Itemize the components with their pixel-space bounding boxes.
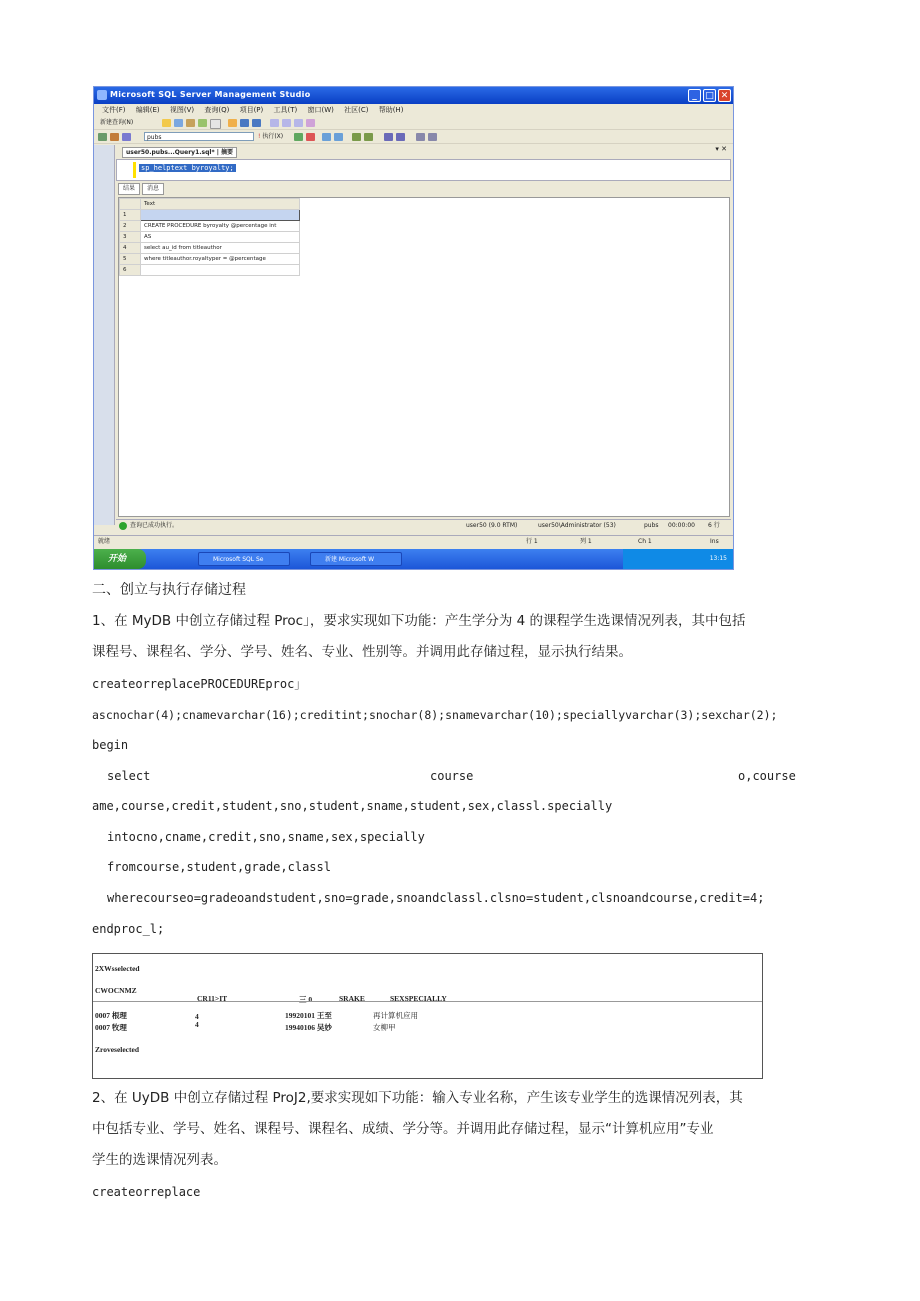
menu-project[interactable]: 项目(P) bbox=[239, 106, 264, 114]
line-indicator: 行 1 bbox=[526, 538, 538, 545]
col-indicator: 列 1 bbox=[580, 538, 592, 545]
analysis-icon[interactable] bbox=[198, 119, 207, 127]
open-icon[interactable] bbox=[162, 119, 171, 127]
result-cell: 4 bbox=[195, 1012, 199, 1021]
window-title: Microsoft SQL Server Management Studio bbox=[110, 90, 311, 99]
connect-icon[interactable] bbox=[98, 133, 107, 141]
status-time: 00:00:00 bbox=[668, 522, 695, 529]
status-server: user50 (9.0 RTM) bbox=[466, 522, 518, 529]
task1-description-line2: 课程号、课程名、学分、学号、姓名、专业、性别等。并调用此存储过程，显示执行结果。 bbox=[92, 644, 632, 660]
object-explorer-strip bbox=[94, 145, 115, 525]
result-line2: CWOCNMZ bbox=[95, 986, 137, 995]
menu-help[interactable]: 帮助(H) bbox=[378, 106, 404, 114]
code-line: ascnochar(4);cnamevarchar(16);creditint;snochar(8);snamevarchar(10);speciallyvarchar(3);sexchar(2); bbox=[92, 708, 778, 722]
query-text: sp_helptext byroyalty; bbox=[141, 164, 234, 172]
code-select-course: course bbox=[430, 769, 474, 783]
row-number: 4 bbox=[120, 243, 141, 254]
row-number: 6 bbox=[120, 265, 141, 276]
query-toolbar bbox=[94, 131, 733, 144]
system-tray-clock[interactable]: 13:15 bbox=[623, 549, 733, 569]
status-user: user50\Administrator (53) bbox=[538, 522, 616, 529]
menu-view[interactable]: 视图(V) bbox=[169, 106, 195, 114]
code-line: createorreplacePROCEDUREproc」 bbox=[92, 677, 307, 691]
folder-icon[interactable] bbox=[228, 119, 237, 127]
result-footer: Zroveselected bbox=[95, 1045, 140, 1054]
code-select-keyword: select bbox=[107, 769, 151, 783]
result-cell: 女柳甲 bbox=[373, 1023, 396, 1032]
grid-cell[interactable] bbox=[141, 210, 300, 221]
result-cell: 0007 根理 bbox=[95, 1011, 127, 1020]
task2-description-line3: 学生的选课情况列表。 bbox=[92, 1152, 227, 1168]
menu-window[interactable]: 窗口(W) bbox=[307, 106, 334, 114]
indent-icon[interactable] bbox=[428, 133, 437, 141]
status-bar bbox=[94, 535, 733, 547]
result-header: 三 0 bbox=[299, 995, 313, 1004]
query-icon[interactable] bbox=[186, 119, 195, 127]
minimize-button[interactable]: _ bbox=[688, 89, 701, 102]
menu-query[interactable]: 查询(Q) bbox=[204, 106, 230, 114]
code-line: createorreplace bbox=[92, 1185, 201, 1199]
query-status-bar bbox=[116, 519, 731, 532]
save-icon[interactable] bbox=[240, 119, 249, 127]
result-line1: 2XWsselected bbox=[95, 964, 140, 973]
ins-indicator: Ins bbox=[710, 538, 719, 545]
object-explorer-icon[interactable] bbox=[282, 119, 291, 127]
template-icon[interactable] bbox=[294, 119, 303, 127]
new-query-button[interactable]: 新建查询(N) bbox=[100, 119, 134, 126]
row-number-header bbox=[120, 199, 141, 210]
ready-label: 就绪 bbox=[98, 538, 111, 545]
file-icon[interactable] bbox=[210, 119, 221, 129]
table-row[interactable] bbox=[120, 254, 300, 265]
properties-icon[interactable] bbox=[270, 119, 279, 127]
grid-cell[interactable]: AS bbox=[141, 232, 300, 243]
windows-taskbar bbox=[94, 549, 733, 569]
change-connection-icon[interactable] bbox=[110, 133, 119, 141]
code-line: begin bbox=[92, 738, 129, 752]
menu-file[interactable]: 文件(F) bbox=[102, 106, 126, 114]
status-rows: 6 行 bbox=[708, 522, 720, 529]
db-list-icon bbox=[122, 133, 131, 141]
result-cell: 再计算机应用 bbox=[373, 1011, 418, 1020]
grid-cell[interactable]: where titleauthor.royaltyper = @percentage bbox=[141, 254, 300, 265]
result-cell: 19940106 吴妙 bbox=[285, 1023, 332, 1032]
grid-cell[interactable]: select au_id from titleauthor bbox=[141, 243, 300, 254]
results-grid bbox=[118, 197, 730, 517]
database-select[interactable]: pubs bbox=[144, 132, 254, 141]
menu-community[interactable]: 社区(C) bbox=[344, 106, 369, 114]
tuning-icon[interactable] bbox=[334, 133, 343, 141]
taskbar-item-ssms[interactable]: Microsoft SQL Se bbox=[198, 552, 290, 566]
document-tabs bbox=[116, 145, 731, 157]
query-status: 查询已成功执行。 bbox=[130, 522, 179, 529]
outdent-icon[interactable] bbox=[416, 133, 425, 141]
task2-description-line2: 中包括专业、学号、姓名、课程号、课程名、成绩、学分等。并调用此存储过程，显示“计算机应用”专业 bbox=[92, 1121, 714, 1137]
taskbar-item-word[interactable]: 新建 Microsoft W bbox=[310, 552, 402, 566]
result-header: CR11>IT bbox=[197, 994, 228, 1003]
title-bar bbox=[94, 87, 733, 104]
code-line: fromcourse,student,grade,classl bbox=[107, 860, 331, 874]
db-icon[interactable] bbox=[174, 119, 183, 127]
table-row[interactable] bbox=[120, 265, 300, 276]
close-tab-icon[interactable]: ▾ ✕ bbox=[715, 145, 727, 153]
execution-result-box bbox=[92, 953, 763, 1079]
table-row[interactable] bbox=[120, 210, 300, 221]
row-number: 5 bbox=[120, 254, 141, 265]
table-row[interactable] bbox=[120, 232, 300, 243]
result-cell: 0007 牧理 bbox=[95, 1023, 127, 1032]
result-cell: 4 bbox=[195, 1020, 199, 1029]
results-text-icon[interactable] bbox=[352, 133, 361, 141]
result-header: SEXSPECIALLY bbox=[390, 994, 447, 1003]
result-cell: 19920101 王至 bbox=[285, 1011, 332, 1020]
tab-results[interactable]: 结果 bbox=[118, 183, 140, 195]
row-number: 3 bbox=[120, 232, 141, 243]
grid-cell[interactable] bbox=[141, 265, 300, 276]
plan-icon[interactable] bbox=[322, 133, 331, 141]
result-tabs bbox=[118, 183, 166, 195]
registered-servers-icon[interactable] bbox=[306, 119, 315, 127]
code-line: wherecourseo=gradeoandstudent,sno=grade,snoandclassl.clsno=student,clsnoandcourse,credit=4; bbox=[107, 891, 765, 905]
task2-description-line1: 2、在 UyDB 中创立存储过程 ProJ2,要求实现如下功能：输入专业名称，产生该专业学生的选课情况列表，其 bbox=[92, 1090, 743, 1106]
row-number: 2 bbox=[120, 221, 141, 232]
tab-messages[interactable]: 消息 bbox=[142, 183, 164, 195]
results-grid-icon[interactable] bbox=[364, 133, 373, 141]
menu-tools[interactable]: 工具(T) bbox=[273, 106, 298, 114]
ch-indicator: Ch 1 bbox=[638, 538, 652, 545]
table-row[interactable] bbox=[120, 221, 300, 232]
code-select-tail: o,course bbox=[738, 769, 796, 783]
execute-icon: ! bbox=[258, 133, 261, 140]
code-line: intocno,cname,credit,sno,sname,sex,specially bbox=[107, 830, 425, 844]
close-button[interactable]: ✕ bbox=[718, 89, 731, 102]
start-button[interactable]: 开始 bbox=[94, 549, 146, 569]
comment-icon[interactable] bbox=[384, 133, 393, 141]
ssms-screenshot bbox=[93, 86, 734, 570]
row-number: 1 bbox=[120, 210, 141, 221]
status-db: pubs bbox=[644, 522, 659, 529]
results-table bbox=[119, 198, 300, 276]
column-header[interactable]: Text bbox=[141, 199, 300, 210]
result-divider bbox=[93, 1001, 762, 1002]
menu-bar bbox=[94, 104, 733, 116]
grid-cell[interactable]: CREATE PROCEDURE byroyalty @percentage int bbox=[141, 221, 300, 232]
cancel-icon[interactable] bbox=[306, 133, 315, 141]
table-row[interactable] bbox=[120, 243, 300, 254]
execute-button[interactable]: ! 执行(X) bbox=[258, 133, 284, 140]
success-icon bbox=[119, 522, 127, 530]
standard-toolbar bbox=[94, 117, 733, 130]
parse-icon[interactable] bbox=[294, 133, 303, 141]
code-line: endproc_l; bbox=[92, 922, 165, 936]
section-title: 二、创立与执行存储过程 bbox=[92, 582, 246, 598]
save-all-icon[interactable] bbox=[252, 119, 261, 127]
uncomment-icon[interactable] bbox=[396, 133, 405, 141]
result-header: SRAKE bbox=[339, 994, 365, 1003]
code-line: ame,course,credit,student,sno,student,sname,student,sex,classl.specially bbox=[92, 799, 613, 813]
tab-query1[interactable]: user50.pubs...Query1.sql* | 摘要 bbox=[122, 147, 237, 158]
task1-description-line1: 1、在 MyDB 中创立存储过程 Proc」，要求实现如下功能：产生学分为 4 的课程学生选课情况列表，其中包括 bbox=[92, 613, 746, 629]
ssms-app-icon bbox=[97, 90, 107, 100]
menu-edit[interactable]: 编辑(E) bbox=[135, 106, 160, 114]
maximize-button[interactable]: □ bbox=[703, 89, 716, 102]
query-editor[interactable] bbox=[116, 159, 731, 181]
change-marker bbox=[133, 162, 136, 178]
